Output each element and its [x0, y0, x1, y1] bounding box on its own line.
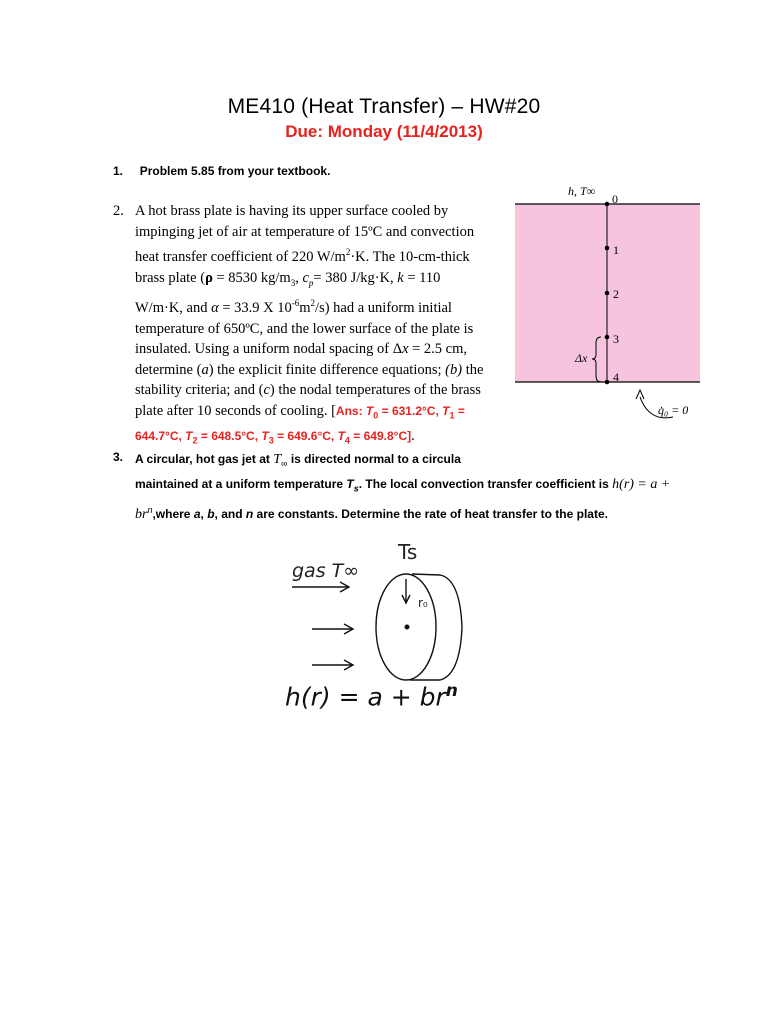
p2-line: insulated. Using a uniform nodal spacing of Δx = 2.5 cm,	[135, 341, 468, 358]
p2-line: determine (a) the explicit finite difference equations; (b) the	[135, 361, 484, 378]
p2-line: temperature of 650ºC, and the lower surface of the plate is	[135, 320, 474, 337]
node-3-label: 3	[613, 332, 619, 346]
p2-line: A hot brass plate is having its upper surface cooled by	[135, 203, 449, 219]
plate-figure	[505, 185, 705, 425]
sketch-ts-label: Ts	[398, 540, 418, 564]
p2-line: plate after 10 seconds of cooling. [Ans: $T_0 = 631.2^\circ C$, $T_1$ =	[135, 402, 465, 421]
p2-line: impinging jet of air at temperature of 15ºC and convection	[135, 223, 475, 240]
p2-line: heat transfer coefficient of 220 $W/m^2\cdot K$. The 10-cm-thick	[135, 247, 470, 266]
page-title: ME410 (Heat Transfer) – HW#20	[227, 95, 541, 118]
problem-3-text	[135, 449, 695, 525]
node-4-label: 4	[613, 370, 619, 384]
due-date: Due: Monday (11/4/2013)	[285, 122, 483, 141]
bottom-boundary-label: q̇₀ = 0	[658, 403, 689, 417]
dx-label: Δx	[575, 351, 588, 365]
p3-line: maintained at a uniform temperature $T_s$. The local convection transfer coefficient is h(r) = a +	[135, 477, 671, 494]
p3-line: $br^n,where$ a, b, and n are constants. Determine the rate of heat transfer to the plate.	[135, 504, 608, 522]
plate-top-label: h, T∞	[568, 184, 596, 198]
p2-line: 644.7°C, $T_2 = 648.5^\circ C$, $T_3 = 649.6^\circ C$, $T_4 = 649.8^\circ C$].	[135, 427, 415, 446]
sketch-equation: $h(r) = a + br^n$	[285, 681, 458, 712]
node-1-label: 1	[613, 243, 619, 257]
answer: Ans: $T_0 = 631.2^\circ C$, $T_1$ =	[335, 403, 465, 421]
problem-3-number: 3.	[113, 450, 124, 464]
node-2-label: 2	[613, 287, 619, 301]
p2-line: stability criteria; and (c) the nodal temperatures of the brass	[135, 382, 481, 399]
p2-line: brass plate (ρ = 8530 $kg/m_3$, $c_p= 380$ J/kg·K, k = 110	[135, 269, 441, 288]
sketch-r0-label: r₀	[418, 596, 428, 610]
sketch-gas-label: gas T∞	[292, 560, 360, 582]
problem-1-number: 1.	[113, 164, 124, 178]
problem-2-number: 2.	[113, 203, 124, 219]
answer-cont: 644.7°C, $T_2 = 648.5^\circ C$, $T_3 = 649.6^\circ C$, $T_4 = 649.8^\circ C$]	[135, 428, 412, 446]
gas-flow-arrows	[292, 582, 353, 670]
problem-1	[113, 164, 330, 178]
problem-2-text	[135, 201, 507, 451]
node-0-label: 0	[612, 192, 618, 206]
p3-line: A circular, hot gas jet at $T_\infty$ is directed normal to a circula	[135, 452, 461, 469]
problem-1-text: Problem 5.85 from your textbook.	[139, 164, 331, 178]
disk-drawing	[376, 574, 462, 680]
p2-line: W/m·K, and α = 33.9 X $10^{-6}m^2/s$) had a uniform initial	[135, 298, 452, 316]
